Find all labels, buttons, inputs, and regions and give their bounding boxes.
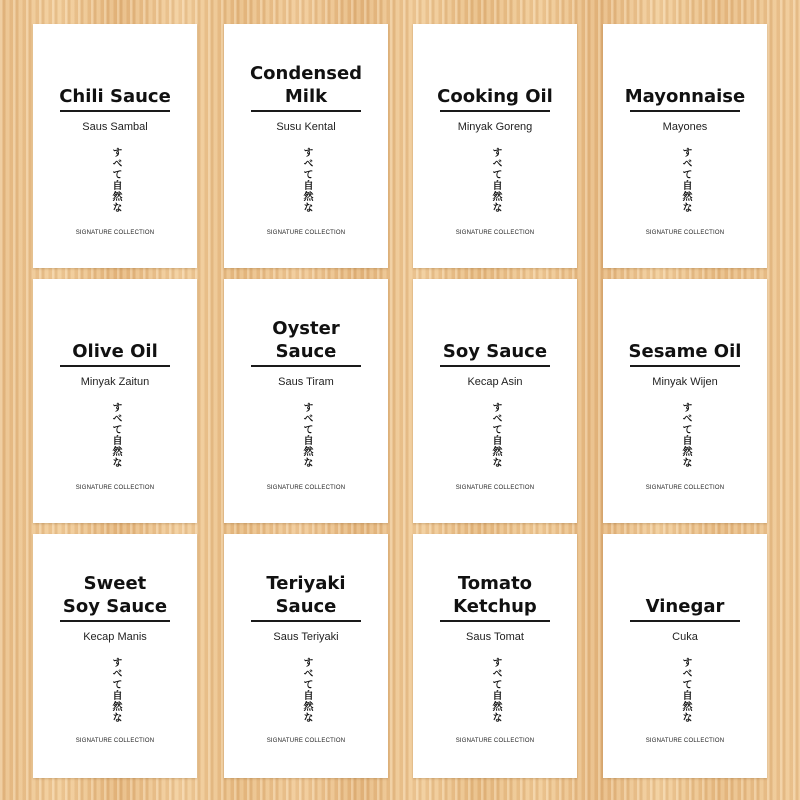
- title-divider: [60, 620, 170, 622]
- label-subtitle: Minyak Zaitun: [80, 376, 150, 388]
- label-card-condensed-milk: [224, 24, 388, 268]
- title-divider: [60, 110, 170, 112]
- label-vertical-japanese: すべて自然な: [301, 402, 312, 468]
- label-title: Condensed Milk: [249, 63, 363, 107]
- label-subtitle: Kecap Manis: [83, 631, 147, 643]
- label-title: Olive Oil: [72, 341, 158, 362]
- label-card-cooking-oil: [413, 24, 577, 268]
- label-collection: SIGNATURE COLLECTION: [75, 738, 155, 744]
- title-divider: [630, 110, 740, 112]
- label-vertical-japanese: すべて自然な: [301, 657, 312, 723]
- label-vertical-japanese: すべて自然な: [490, 657, 501, 723]
- title-divider: [440, 620, 550, 622]
- label-card-chili-sauce: [33, 24, 197, 268]
- label-title: Mayonnaise: [624, 86, 746, 107]
- label-card-teriyaki-sauce: [224, 534, 388, 778]
- label-subtitle: Cuka: [672, 631, 698, 643]
- title-divider: [251, 620, 361, 622]
- label-collection: SIGNATURE COLLECTION: [75, 230, 155, 236]
- label-vertical-japanese: すべて自然な: [110, 402, 121, 468]
- label-card-olive-oil: [33, 279, 197, 523]
- label-vertical-japanese: すべて自然な: [680, 402, 691, 468]
- label-title: Tomato Ketchup: [453, 573, 537, 617]
- title-divider: [251, 365, 361, 367]
- label-collection: SIGNATURE COLLECTION: [645, 485, 725, 491]
- label-vertical-japanese: すべて自然な: [490, 147, 501, 213]
- title-divider: [630, 620, 740, 622]
- title-divider: [630, 365, 740, 367]
- label-collection: SIGNATURE COLLECTION: [266, 230, 346, 236]
- label-subtitle: Susu Kental: [276, 121, 336, 133]
- label-title: Teriyaki Sauce: [266, 573, 346, 617]
- label-subtitle: Minyak Wijen: [652, 376, 718, 388]
- label-subtitle: Saus Tomat: [466, 631, 524, 643]
- label-title: Oyster Sauce: [272, 318, 340, 362]
- label-collection: SIGNATURE COLLECTION: [645, 738, 725, 744]
- label-subtitle: Saus Tiram: [278, 376, 334, 388]
- label-card-soy-sauce: [413, 279, 577, 523]
- label-subtitle: Saus Sambal: [82, 121, 148, 133]
- label-collection: SIGNATURE COLLECTION: [75, 485, 155, 491]
- label-collection: SIGNATURE COLLECTION: [266, 738, 346, 744]
- label-vertical-japanese: すべて自然な: [680, 657, 691, 723]
- label-card-mayonnaise: [603, 24, 767, 268]
- label-title: Sesame Oil: [628, 341, 742, 362]
- label-subtitle: Mayones: [662, 121, 708, 133]
- label-collection: SIGNATURE COLLECTION: [455, 738, 535, 744]
- label-subtitle: Kecap Asin: [467, 376, 523, 388]
- label-vertical-japanese: すべて自然な: [301, 147, 312, 213]
- label-card-sesame-oil: [603, 279, 767, 523]
- label-vertical-japanese: すべて自然な: [110, 147, 121, 213]
- label-card-sweet-soy-sauce: [33, 534, 197, 778]
- title-divider: [251, 110, 361, 112]
- label-collection: SIGNATURE COLLECTION: [645, 230, 725, 236]
- label-title: Vinegar: [645, 596, 725, 617]
- label-title: Cooking Oil: [437, 86, 553, 107]
- label-title: Chili Sauce: [59, 86, 171, 107]
- label-collection: SIGNATURE COLLECTION: [455, 230, 535, 236]
- label-collection: SIGNATURE COLLECTION: [455, 485, 535, 491]
- label-subtitle: Minyak Goreng: [457, 121, 533, 133]
- label-vertical-japanese: すべて自然な: [110, 657, 121, 723]
- label-vertical-japanese: すべて自然な: [680, 147, 691, 213]
- title-divider: [60, 365, 170, 367]
- title-divider: [440, 365, 550, 367]
- title-divider: [440, 110, 550, 112]
- label-title: Sweet Soy Sauce: [62, 573, 168, 617]
- label-subtitle: Saus Teriyaki: [273, 631, 339, 643]
- label-card-tomato-ketchup: [413, 534, 577, 778]
- label-collection: SIGNATURE COLLECTION: [266, 485, 346, 491]
- label-card-vinegar: [603, 534, 767, 778]
- label-card-oyster-sauce: [224, 279, 388, 523]
- label-vertical-japanese: すべて自然な: [490, 402, 501, 468]
- label-title: Soy Sauce: [442, 341, 548, 362]
